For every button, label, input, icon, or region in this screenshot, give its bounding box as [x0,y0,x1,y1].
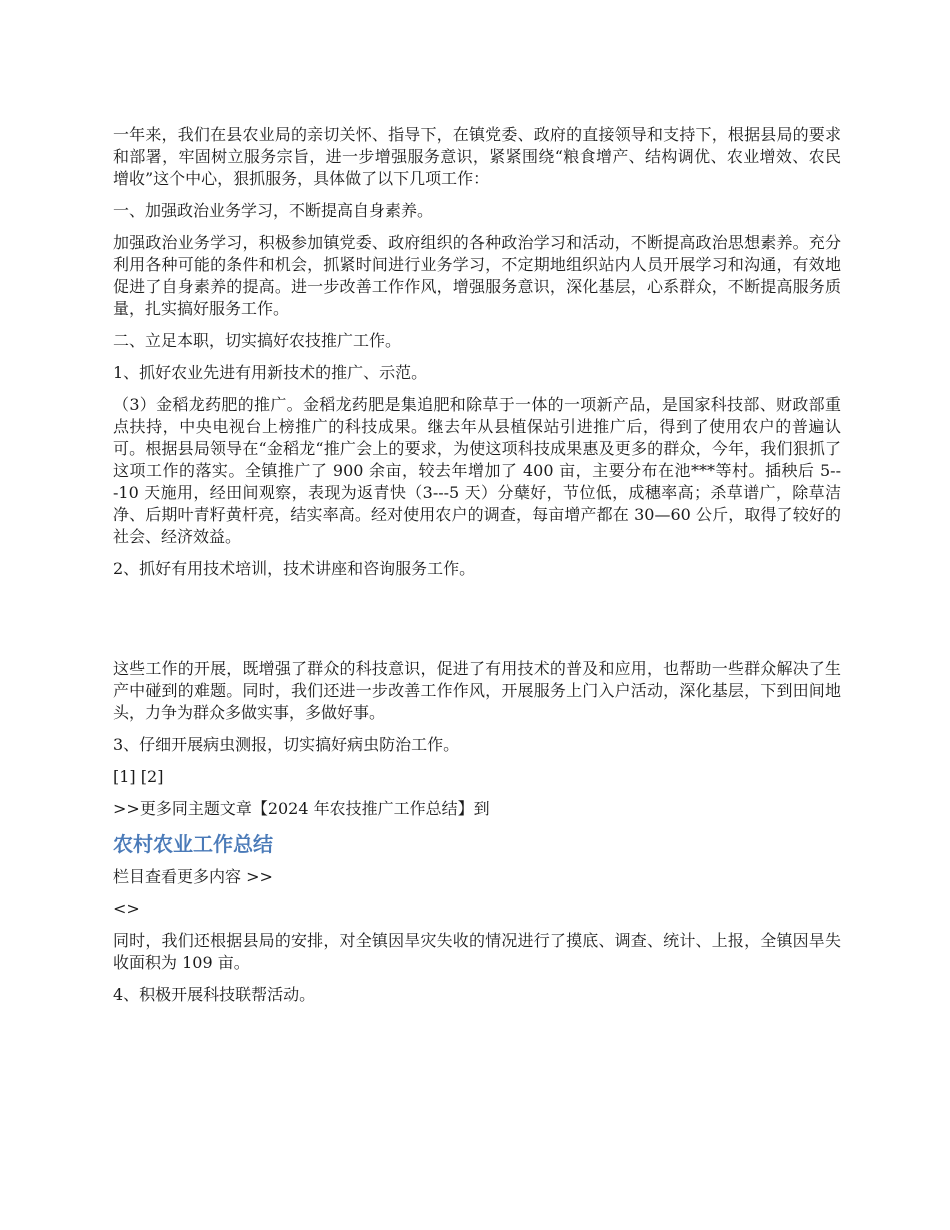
heading-pest-control: 3、仔细开展病虫测报，切实搞好病虫防治工作。 [113,735,460,754]
page-link-2[interactable]: [2] [140,767,164,786]
heading-new-tech: 1、抓好农业先进有用新技术的推广、示范。 [113,363,428,382]
blank-gap [113,590,841,658]
more-articles-suffix[interactable]: 栏目查看更多内容 >> [113,867,273,886]
work-results-paragraph: 这些工作的开展，既增强了群众的科技意识，促进了有用技术的普及和应用，也帮助一些群众解决了生产中碰到的难题。同时，我们还进一步改善工作作风，开展服务上门入户活动，深化基层，下到田间地头，力争为群众多做实事，多做好事。 [113,659,841,722]
angle-brackets: <> [113,899,140,918]
drought-paragraph: 同时，我们还根据县局的安排，对全镇因旱灾失收的情况进行了摸底、调查、统计、上报，全镇因旱失收面积为 109 亩。 [113,931,841,972]
heading-tech-promotion: 二、立足本职，切实搞好农技推广工作。 [113,331,402,350]
article-body [113,124,841,1016]
more-articles-prefix[interactable]: >>更多同主题文章【2024 年农技推广工作总结】到 [113,799,490,818]
intro-paragraph: 一年来，我们在县农业局的亲切关怀、指导下，在镇党委、政府的直接领导和支持下，根据县局的要求和部署，牢固树立服务宗旨，进一步增强服务意识，紧紧围绕“粮食增产、结构调优、农业增效、农民增收”这个中心，狠抓服务，具体做了以下几项工作： [113,125,841,188]
page-link-1[interactable]: [1] [113,767,136,786]
political-study-paragraph: 加强政治业务学习，积极参加镇党委、政府组织的各种政治学习和活动，不断提高政治思想素养。充分利用各种可能的条件和机会，抓紧时间进行业务学习，不定期地组织站内人员开展学习和沟通，有效地促进了自身素养的提高。进一步改善工作作风，增强服务意识，深化基层，心系群众，不断提高服务质量，扎实搞好服务工作。 [113,233,841,318]
heading-political-study: 一、加强政治业务学习，不断提高自身素养。 [113,201,434,220]
jindaolong-paragraph: （3）金稻龙药肥的推广。金稻龙药肥是集追肥和除草于一体的一项新产品，是国家科技部、财政部重点扶持，中央电视台上榜推广的科技成果。继去年从县植保站引进推广后，得到了使用农户的普遍认可。根据县局领导在“金稻龙“推广会上的要求，为使这项科技成果惠及更多的群众，今年，我们狠抓了这项工作的落实。全镇推广了 900 余亩，较去年增加了 400 亩，主要分布在池***等村。插秧后 5---10 天施用，经田间观察，表现为返青快（3---5 天）分蘖好，节位低，成穗率高；杀草谱广，除草洁净、后期叶青籽黄杆亮，结实率高。经对使用农户的调查，每亩增产都在 30—60 公斤，取得了较好的社会、经济效益。 [113,395,841,546]
section-title-link[interactable]: 农村农业工作总结 [113,832,273,856]
heading-tech-assistance: 4、积极开展科技联帮活动。 [113,985,316,1004]
pagination [113,766,841,788]
heading-training: 2、抓好有用技术培训，技术讲座和咨询服务工作。 [113,559,476,578]
